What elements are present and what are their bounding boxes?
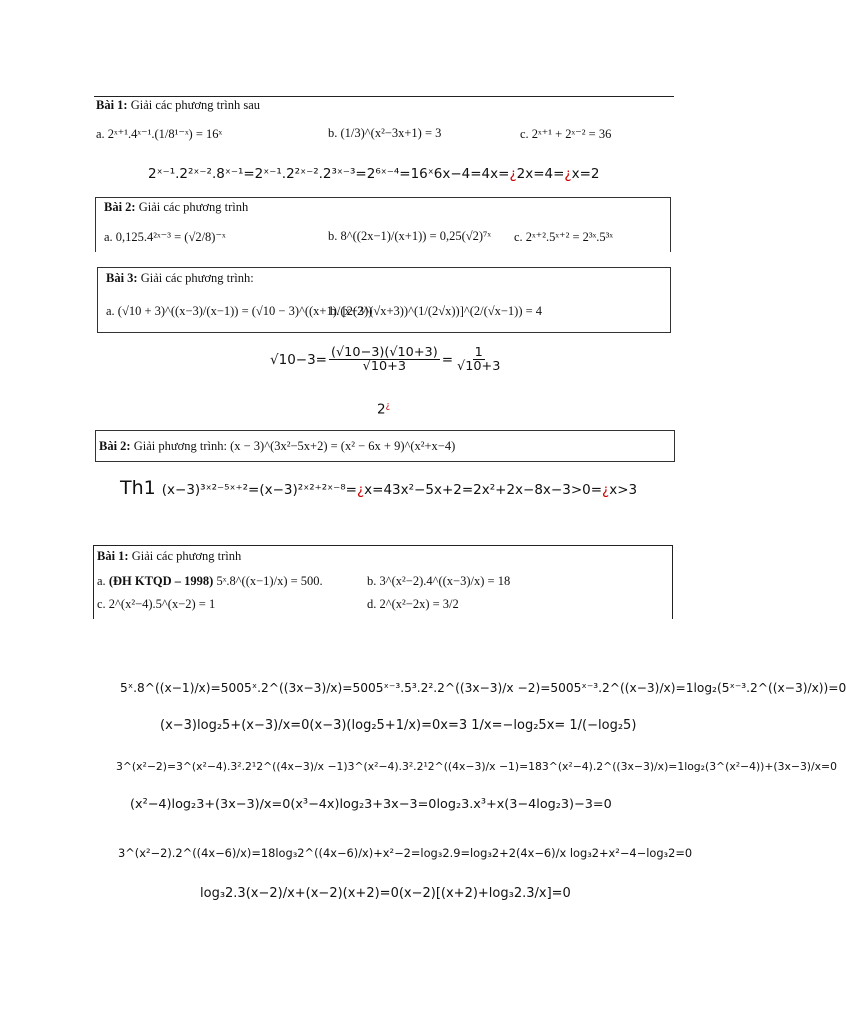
section3-problem-b: b. [2(2^(√x+3))^(1/(2√x))]^(2/(√x−1)) = 4	[330, 304, 543, 318]
th1-rest: x=43x²−5x+2=2x²+2x−8x−3>0=	[364, 482, 603, 498]
section2-header	[104, 200, 248, 215]
section3-header-bold: Bài 3:	[106, 271, 138, 285]
section2-problem-c: c. 2ˣ⁺².5ˣ⁺² = 2³ˣ.5³ˣ	[514, 230, 613, 244]
section1-solution-red1: ¿	[509, 166, 517, 182]
section3-sol-2: 2	[377, 401, 386, 418]
section1-header-bold: Bài 1:	[96, 98, 128, 112]
section5-problem-c: c. 2^(x²−4).5^(x−2) = 1	[97, 597, 216, 611]
section3-sol-2-sup: ¿	[385, 400, 391, 410]
section3-header	[106, 271, 254, 286]
section3-solution-num2: 1	[474, 345, 483, 360]
section3-solution-two	[377, 400, 390, 418]
section3-solution-lhs: √10−3=	[270, 351, 327, 368]
section5-header	[97, 549, 241, 564]
solution-line-2: (x−3)log₂5+(x−3)/x=0(x−3)(log₂5+1/x)=0x=3 1/x=−log₂5x= 1/(−log₂5)	[160, 718, 637, 733]
section4-header-text: Giải phương trình: (x − 3)^(3x²−5x+2) = (x² − 6x + 9)^(x²+x−4)	[130, 439, 456, 453]
th1-eq: (x−3)³ˣ²⁻⁵ˣ⁺²=(x−3)²ˣ²⁺²ˣ⁻⁸=	[161, 482, 357, 498]
section5-problem-d: d. 2^(x²−2x) = 3/2	[367, 597, 459, 611]
section1-problem-b: b. (1/3)^(x²−3x+1) = 3	[328, 126, 442, 140]
section3-solution-den2: √10+3	[457, 359, 501, 375]
section5-a-eq: 5ˣ.8^((x−1)/x) = 500.	[213, 574, 323, 588]
section1-solution-mid: 2x=4=	[516, 166, 565, 182]
section3-solution-num: (√10−3)(√10+3)	[331, 345, 438, 360]
section1-header-text: Giải các phương trình sau	[127, 98, 261, 112]
section1-solution-main: 2ˣ⁻¹.2²ˣ⁻².8ˣ⁻¹=2ˣ⁻¹.2²ˣ⁻².2³ˣ⁻³=2⁶ˣ⁻⁴=16ˣ6x−4=4x=	[148, 166, 510, 182]
th1-equation	[162, 482, 637, 498]
section1-solution-end: x=2	[571, 166, 600, 182]
section1-problem-c: c. 2ˣ⁺¹ + 2ˣ⁻² = 36	[520, 127, 612, 141]
th1-label: Th1	[120, 477, 156, 499]
section5-problem-a	[97, 574, 323, 589]
section5-a-label: a.	[97, 574, 109, 588]
section3-solution-frac1	[329, 346, 440, 374]
section1-solution	[148, 166, 599, 182]
solution-line-5: 3^(x²−2).2^((4x−6)/x)=18log₃2^((4x−6)/x)+x²−2=log₃2.9=log₃2+2(4x−6)/x log₃2+x²−4−log₃2=0	[118, 846, 693, 860]
section2-header-bold: Bài 2:	[104, 200, 136, 214]
section1-header	[96, 98, 260, 113]
section2-problem-a: a. 0,125.4²ˣ⁻³ = (√2/8)⁻ˣ	[104, 230, 226, 244]
section5-problem-b: b. 3^(x²−2).4^((x−3)/x) = 18	[367, 574, 511, 588]
solution-line-4: (x²−4)log₂3+(3x−3)/x=0(x³−4x)log₂3+3x−3=0log₂3.x³+x(3−4log₂3)−3=0	[130, 797, 612, 812]
section1-solution-red2: ¿	[564, 166, 572, 182]
section4-header	[99, 439, 455, 454]
section3-solution-eq: =	[441, 351, 454, 368]
section1-problem-a: a. 2ˣ⁺¹.4ˣ⁻¹.(1/8¹⁻ˣ) = 16ˣ	[96, 127, 223, 141]
section5-header-bold: Bài 1:	[97, 549, 129, 563]
solution-line-3: 3^(x²−2)=3^(x²−4).3².2¹2^((4x−3)/x −1)3^(x²−4).3².2¹2^((4x−3)/x −1)=183^(x²−4).2^((3x−3)/x)=1log₂(3^(x²−4))+(3x−3)/x=0	[116, 760, 837, 773]
th1-red2: ¿	[602, 482, 610, 498]
solution-line-1: 5ˣ.8^((x−1)/x)=5005ˣ.2^((3x−3)/x)=5005ˣ⁻³.5³.2².2^((3x−3)/x −2)=5005ˣ⁻³.2^((x−3)/x)=1log₂(5ˣ⁻³.2^((x−3)/x))=0	[120, 681, 846, 695]
th1-end: x>3	[609, 482, 638, 498]
section5-a-bold: (ĐH KTQD – 1998)	[108, 574, 214, 588]
section5-header-text: Giải các phương trình	[128, 549, 242, 563]
section2-problem-b: b. 8^((2x−1)/(x+1)) = 0,25(√2)⁷ˣ	[328, 229, 491, 243]
section3-header-text: Giải các phương trình:	[137, 271, 254, 285]
section5-right-rule	[672, 545, 673, 619]
solution-line-6: log₃2.3(x−2)/x+(x−2)(x+2)=0(x−2)[(x+2)+log₃2.3/x]=0	[200, 886, 571, 901]
section5-top-rule	[93, 545, 673, 546]
section4-header-bold: Bài 2:	[99, 439, 131, 453]
section4-th1-row	[120, 477, 637, 499]
section3-problem-a: a. (√10 + 3)^((x−3)/(x−1)) = (√10 − 3)^((x+1)/(x+3))	[106, 304, 373, 318]
section5-left-rule	[93, 545, 94, 619]
section3-solution	[270, 346, 502, 374]
section3-solution-frac2	[455, 346, 502, 374]
top-rule	[94, 96, 674, 97]
section2-header-text: Giải các phương trình	[135, 200, 249, 214]
section3-solution-den: √10+3	[362, 359, 407, 375]
th1-red: ¿	[357, 482, 365, 498]
